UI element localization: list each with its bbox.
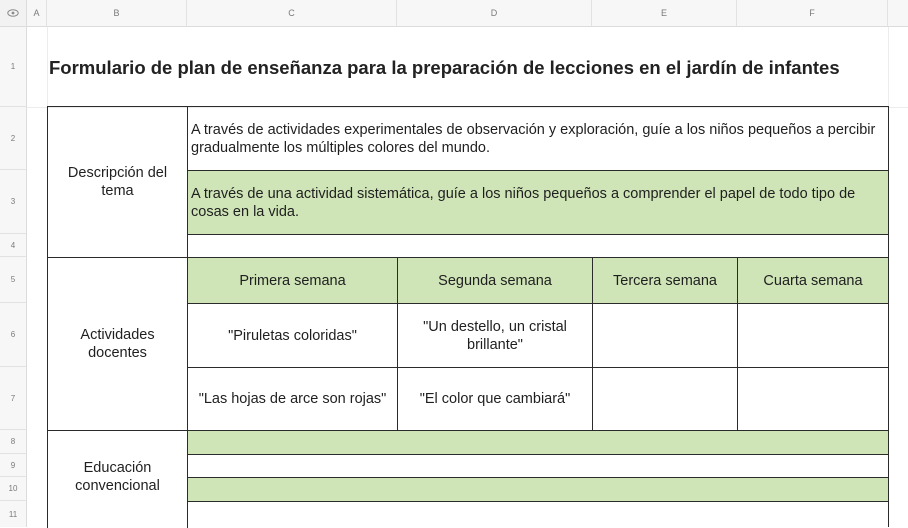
activity-text: "Un destello, un cristal brillante" — [423, 318, 567, 353]
cell-descripcion-label[interactable] — [47, 106, 188, 258]
educacion-label-text: Educación convencional — [75, 459, 160, 494]
row-header-4[interactable] — [0, 234, 27, 257]
activity-cell-r1-c1[interactable] — [187, 303, 398, 368]
cell-educacion-4[interactable] — [187, 501, 889, 527]
page-title: Formulario de plan de enseñanza para la preparación de lecciones en el jardín de infantes — [49, 57, 840, 78]
descripcion-line-1: A través de actividades experimentales de observación y exploración, guíe a los niños pequeños a percibir gradualmente los múltiples colores del mundo. — [191, 121, 876, 156]
row-header-label: 10 — [8, 484, 18, 493]
week-header-label: Segunda semana — [438, 272, 552, 289]
column-header-label: C — [288, 8, 295, 18]
row-header-3[interactable] — [0, 170, 27, 234]
row-header-6[interactable] — [0, 303, 27, 367]
column-header-label: B — [113, 8, 120, 18]
week-header-4[interactable] — [737, 257, 889, 304]
row-header-label: 5 — [10, 275, 16, 284]
cell-descripcion-2[interactable] — [187, 170, 889, 235]
week-header-label: Cuarta semana — [763, 272, 863, 289]
column-header-e[interactable] — [592, 0, 737, 27]
actividades-label-text: Actividades docentes — [80, 327, 155, 361]
activity-cell-r1-c3[interactable] — [592, 303, 738, 368]
cell-descripcion-1[interactable] — [187, 106, 889, 171]
activity-cell-r2-c4[interactable] — [737, 367, 889, 431]
cell-educacion-3[interactable] — [187, 477, 889, 502]
descripcion-line-2: A través de una actividad sistemática, guíe a los niños pequeños a comprender el papel de todo tipo de cosas en la vida. — [191, 185, 856, 220]
eye-icon[interactable] — [7, 4, 19, 22]
row-header-label: 11 — [8, 509, 18, 519]
column-header-d[interactable] — [397, 0, 592, 27]
activity-text: "Piruletas coloridas" — [228, 327, 357, 344]
activity-cell-r2-c3[interactable] — [592, 367, 738, 431]
row-header-8[interactable] — [0, 430, 27, 454]
week-header-3[interactable] — [592, 257, 738, 304]
activity-text: "Las hojas de arce son rojas" — [198, 391, 387, 407]
week-header-label: Primera semana — [239, 272, 346, 289]
row-header-label: 8 — [10, 437, 16, 446]
row-header-7[interactable] — [0, 367, 27, 430]
week-header-1[interactable] — [187, 257, 398, 304]
select-all-corner[interactable] — [0, 0, 27, 27]
row-header-1[interactable] — [0, 27, 27, 107]
cell-actividades-label[interactable] — [47, 257, 188, 431]
cell-educacion-label[interactable] — [47, 430, 188, 528]
row-header-label: 4 — [10, 240, 16, 250]
row-header-label: 3 — [10, 197, 16, 206]
column-header-blank — [888, 0, 908, 27]
row-header-label: 6 — [10, 330, 16, 339]
activity-cell-r1-c4[interactable] — [737, 303, 889, 368]
row-header-label: 7 — [10, 393, 16, 403]
column-header-label: E — [660, 8, 667, 18]
column-header-a[interactable] — [27, 0, 47, 27]
week-header-2[interactable] — [397, 257, 593, 304]
activity-text: "El color que cambiará" — [419, 391, 571, 407]
activity-cell-r1-c2[interactable] — [397, 303, 593, 368]
activity-cell-r2-c2[interactable] — [397, 367, 593, 431]
descripcion-label-text: Descripción del tema — [67, 165, 168, 199]
row-header-label: 9 — [10, 460, 16, 470]
week-header-label: Tercera semana — [613, 272, 717, 289]
column-header-label: A — [33, 8, 40, 18]
cell-educacion-1[interactable] — [187, 430, 889, 455]
row-header-10[interactable] — [0, 477, 27, 501]
row-header-label: 1 — [10, 62, 16, 71]
activity-cell-r2-c1[interactable] — [187, 367, 398, 431]
row-header-5[interactable] — [0, 257, 27, 303]
column-header-label: D — [490, 8, 498, 18]
cell-educacion-2[interactable] — [187, 454, 889, 478]
row-header-2[interactable] — [0, 107, 27, 170]
row-header-label: 2 — [10, 133, 16, 143]
row-header-9[interactable] — [0, 454, 27, 477]
row-header-11[interactable] — [0, 501, 27, 527]
cell-descripcion-3[interactable] — [187, 234, 889, 258]
column-header-f[interactable] — [737, 0, 888, 27]
column-header-b[interactable] — [47, 0, 187, 27]
column-header-c[interactable] — [187, 0, 397, 27]
column-header-label: F — [809, 8, 815, 18]
